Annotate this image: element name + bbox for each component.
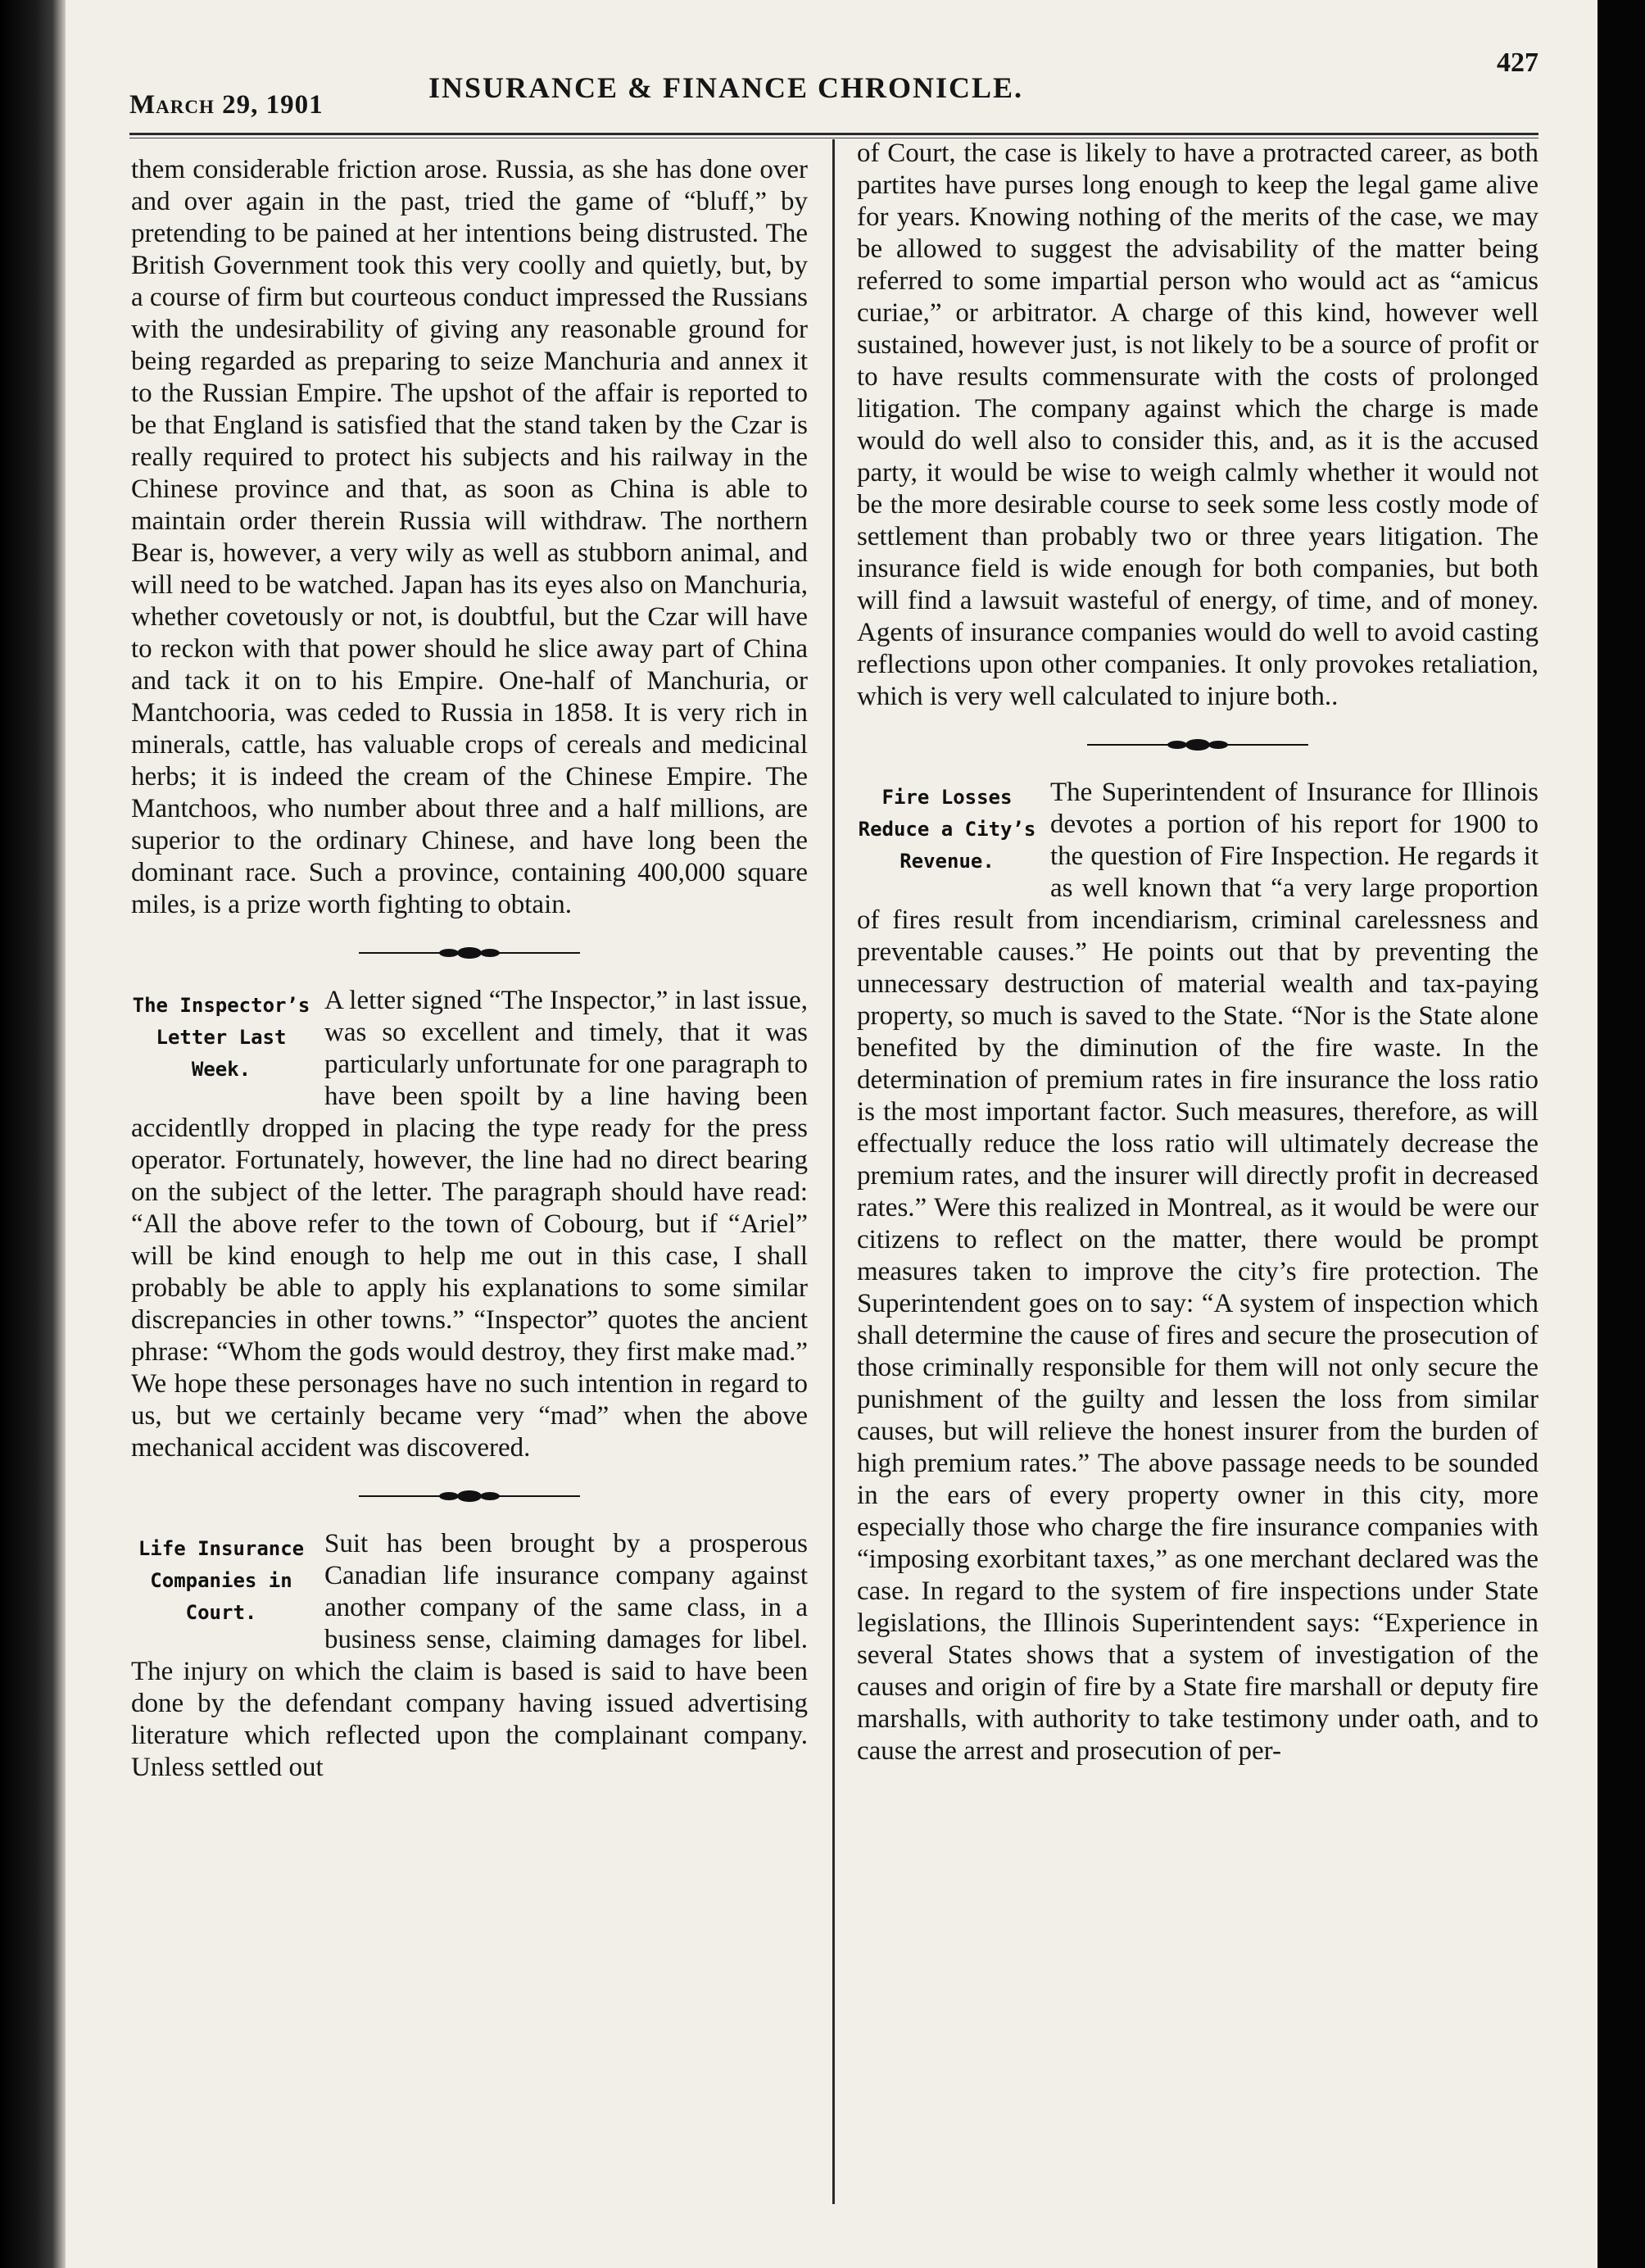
article-life-insurance-court bbox=[131, 1528, 808, 1784]
ornament-rule-icon bbox=[359, 1487, 580, 1505]
issue-date: March 29, 1901 bbox=[129, 90, 324, 120]
ornament-rule-icon bbox=[359, 944, 580, 962]
article-inspectors-letter bbox=[131, 985, 808, 1464]
section-ornament bbox=[131, 921, 808, 985]
right-column bbox=[857, 138, 1539, 1767]
ornament-rule-icon bbox=[1087, 736, 1308, 754]
article-side-head: Life Insurance Companies in Court. bbox=[138, 1537, 305, 1624]
newspaper-page bbox=[66, 0, 1597, 2268]
section-ornament bbox=[857, 713, 1539, 777]
article-body: Suit has been brought by a prosperous Canadian life insurance company against another company of the same class, in a business sense, claiming damages for libel. The injury on which the claim is based is said to have been done by the defendant company having issued advertising literature which reflected upon the complainant company. Unless settled out bbox=[131, 1529, 808, 1782]
continued-article-text: of Court, the case is likely to have a protracted career, as both partites have purses long enough to keep the legal game alive for years. Knowing nothing of the merits of the case, we may be allowed to suggest the advisability of the matter being referred to some impartial person who would act as “amicus curiae,” or arbitrator. A charge of this kind, however well sustained, however just, is not likely to be a source of profit or to have results commensurate with the costs of prolonged litigation. The company against which the charge is made would do well also to consider this, and, as it is the accused party, it would be wise to weigh calmly whether it would not be the more desirable course to seek some less costly mode of settlement than probably two or three years litigation. The insurance field is wide enough for both companies, but both will find a lawsuit wasteful of energy, of time, and of money. Agents of insurance companies would do well to avoid casting reflections upon other companies. It only provokes retaliation, which is very well calculated to injure both.. bbox=[857, 138, 1539, 711]
column-separator bbox=[832, 139, 835, 2204]
continued-article-text: them considerable friction arose. Russia, as she has done over and over again in the past, tried the game of “bluff,” by pretending to be pained at her intentions being distrusted. The British Government took this very coolly and quietly, but, by a course of firm but courteous conduct impressed the Russians with the undesirability of giving any reasonable ground for being regarded as preparing to seize Manchuria and annex it to the Russian Empire. The upshot of the affair is reported to be that England is satisfied that the stand taken by the Czar is really required to protect his subjects and his railway in the Chinese province and that, as soon as China is able to maintain order therein Russia will withdraw. The northern Bear is, however, a very wily as well as stubborn animal, and will need to be watched. Japan has its eyes also on Manchuria, whether covetously or not, is doubtful, but the Czar will have to reckon with that power should he slice away part of China and tack it on to his Empire. One-half of Manchuria, or Mantchooria, was ceded to Russia in 1858. It is very rich in minerals, cattle, has valuable crops of cereals and medicinal herbs; it is indeed the cream of the Chinese Empire. The Mantchoos, who number about three and a half millions, are superior to the ordinary Chinese, and have long been the dominant race. Such a province, containing 400,000 square miles, is a prize worth fighting to obtain. bbox=[131, 155, 808, 919]
scan-border bbox=[1597, 0, 1645, 2268]
article-side-head: The Inspector’s Letter Last Week. bbox=[132, 994, 310, 1081]
binding-shadow bbox=[0, 0, 66, 2268]
page-header bbox=[129, 48, 1539, 121]
left-column bbox=[131, 154, 808, 1784]
header-rule bbox=[129, 133, 1539, 135]
section-ornament bbox=[131, 1464, 808, 1528]
article-body: A letter signed “The Inspector,” in last issue, was so excellent and timely, that it was particularly unfortunate for one paragraph to have been spoilt by a line having been accidentlly dropped in placing the type ready for the press operator. Fortunately, however, the line had no direct bearing on the subject of the letter. The paragraph should have read: “All the above refer to the town of Cobourg, but if “Ariel” will be kind enough to help me out in this case, I shall probably be able to apply his explanations to some similar discrepancies in other towns.” “Inspector” quotes the ancient phrase: “Whom the gods would destroy, they first make mad.” We hope these personages have no such intention in regard to us, but we certainly became very “mad” when the above mechanical accident was discovered. bbox=[131, 986, 808, 1463]
article-body: The Superintendent of Insurance for Illinois devotes a portion of his report for 1900 to the question of Fire Inspection. He regards it as well known that “a very large proportion of fires result from incendiarism, criminal carelessness and preventable causes.” He points out that by preventing the unnecessary destruction of material wealth and tax-paying property, so much is saved to the State. “Nor is the State alone benefited by the diminution of the fire waste. In the determination of premium rates in fire insurance the loss ratio is the most important factor. Such measures, therefore, as will effectually reduce the loss ratio will ultimately decrease the premium rates, and the insurer will directly profit in decreased rates.” Were this realized in Montreal, as it would be were our citizens to reflect on the matter, there would be prompt measures taken to improve the city’s fire protection. The Superintendent goes on to say: “A system of inspection which shall determine the cause of fires and secure the prosecution of those criminally responsible for them will not only secure the punishment of the guilty and lessen the loss from similar causes, but will relieve the honest insurer from the burden of high premium rates.” The above passage needs to be sounded in the ears of every property owner in this city, more especially those who charge the fire insurance companies with “imposing exorbitant taxes,” as one merchant declared was the case. In regard to the system of fire inspections under State legislations, the Illinois Superintendent says: “Experience in several States shows that a system of investigation of the causes and origin of fire by a State fire marshall or deputy fire marshalls, with authority to take testimony under oath, and to cause the arrest and prosecution of per- bbox=[857, 778, 1539, 1766]
publication-title: INSURANCE & FINANCE CHRONICLE. bbox=[428, 71, 1024, 104]
article-fire-losses bbox=[857, 777, 1539, 1767]
article-side-head: Fire Losses Reduce a City’s Revenue. bbox=[858, 786, 1036, 873]
page-number: 427 bbox=[1497, 48, 1539, 78]
